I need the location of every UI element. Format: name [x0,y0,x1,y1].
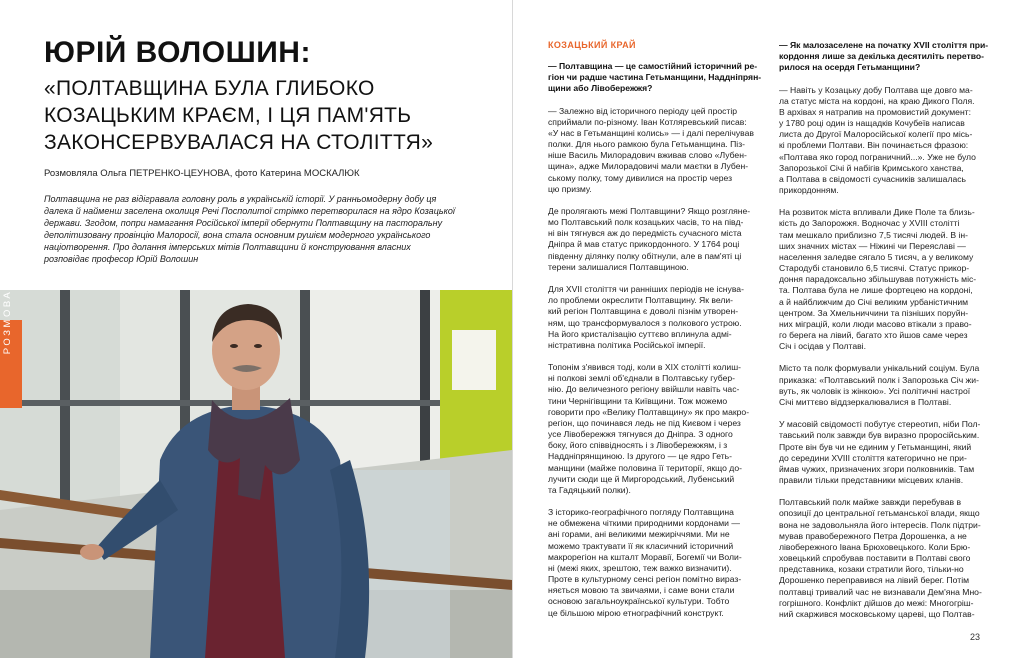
text-line: лівобережного Івана Брюховецького. Коли Брю- [779,541,971,552]
text-line: у 1780 році один із нащадків Кочубеїв написав [779,118,965,129]
text-line: Місто та полк формували унікальний соціум. Була [779,363,980,374]
text-line: а й найближчим до Січі великим урбаністичним [779,296,969,307]
body-paragraph [779,207,999,352]
lead-paragraph [44,194,464,265]
text-line: Дніпра й мав статус прикордонного. У 1764 році [548,239,740,250]
section-side-tab [0,289,22,408]
text-line: кі проблеми Полтави. Він починається фразою: [779,140,969,151]
text-line: манщини (майже половина її території, якщо до- [548,462,742,473]
text-line: мував правобережного Петра Дорошенка, а не [779,530,967,541]
quote-line: ЗАКОНСЕРВУВАЛАСЯ НА СТОЛІТТЯ» [44,131,434,154]
lead-line: деполітизовану провінцію Малоросії, вона стала основним рушієм модерного українського [44,229,431,240]
page-number: 23 [970,632,981,642]
text-line: кордоння лише за декілька десятиліть перетво- [779,51,984,62]
body-paragraph [548,284,770,351]
text-line: ховецький спробував поставити в Полтаві свого [779,553,971,564]
text-line: Для XVII століття чи ранніших періодів не існува- [548,284,744,295]
text-line: Проте він був чи не єдиним у Гетьманщині, який [779,441,972,452]
text-line: та. Полтава була не лише фортецею на кордоні, [779,285,973,296]
body-paragraph [548,106,770,195]
text-line: говорити про «Велику Полтавщину» як про макро- [548,406,750,417]
text-line: опозиції до центральної гетьманської влади, якщо [779,508,980,519]
text-line: Наддніпрянщиною. Із другого — це ядро Геть- [548,451,733,462]
text-line: ані горами, ані великими межиріччями. Ми не [548,529,730,540]
text-line: ших значних містах — Ніжині чи Переяславі — [779,240,966,251]
text-line: У масовій свідомості побутує стереотип, ніби Пол- [779,419,981,430]
text-line: На його кристалізацію суттєво вплинула адмі- [548,328,732,339]
body-paragraph [779,419,999,486]
text-line: них міграцій, коли люди масово втікали з право- [779,318,972,329]
text-line: ні він тягнувся аж до передмість сучасного міста [548,228,742,239]
portrait-photo [0,290,512,658]
section-side-tab-label: РОЗМОВА [2,289,13,355]
text-line: кість до Запорожжя. Водночас у XVIII столітті [779,218,960,229]
byline-credit: Розмовляла Ольга ПЕТРЕНКО-ЦЕУНОВА, фото Катерина МОСКАЛЮК [44,168,360,179]
text-line: ло проблеми окреслити Полтавщину. Як вели- [548,295,734,306]
text-line: ймав чужих, призначених згори полковників. Там [779,463,975,474]
text-line: листа до Другої Малоросійської колегії про місь- [779,129,973,140]
text-line: рилося на осердя Гетьманщини? [779,62,921,73]
text-line: Дорошенко переправився на лівий берег. Потім [779,575,970,586]
text-line: доння парадоксально збільшував потужність міс- [779,274,977,285]
text-line: основою загальноукраїнської культури. Тобто [548,596,730,607]
lead-line: розповідає професор Юрій Волошин [44,253,199,264]
text-line: ні полкові землі об'єднали в Полтавську губер- [548,373,736,384]
text-line: Полтавський полк майже завжди перебував в [779,497,962,508]
text-line: Січ і осідав у Полтаві. [779,341,866,352]
text-line: населення заледве сягало 5 тисяч, а у великому [779,251,974,262]
text-line: З історико-географічного погляду Полтавщина [548,507,734,518]
text-line: тини Чернігівщини та Київщини. Тож можемо [548,395,728,406]
text-line: Стародубі становило 6,5 тисячі. Статус прикор- [779,263,970,274]
text-line: правили тільки представники місцевих кланів. [779,475,964,486]
article-title-name: ЮРІЙ ВОЛОШИН: [44,36,311,69]
text-line: ському полку, тому дивилися на простір через [548,172,733,183]
text-line: сприймали по-різному. Іван Котляревський писав: [548,116,747,127]
lead-line: націотворення. Про долання імперських мітів Полтавщини й конструювання власних [44,241,411,252]
text-line: полки. Для нього рамкою була Гетьманщина. Піз- [548,139,746,150]
text-column-1 [548,40,770,630]
text-line: там мешкало приблизно 7,5 тисячі людей. В ін- [779,229,969,240]
text-line: ла статус міста на кордоні, на краю Дикого Поля. [779,95,975,106]
text-line: боку, його співвідносять і з Лівобережжям, і з [548,440,728,451]
text-line: — Навіть у Козацьку добу Полтава ще довго ма- [779,84,973,95]
text-line: не обмежена чіткими природними кордонами — [548,518,740,529]
text-line: — Як малозаселене на початку XVII століття при- [779,40,989,50]
body-paragraph [779,363,999,408]
text-line: «Полтава яко город пограничний...». Уже не було [779,151,976,162]
text-line: приказка: «Полтавський полк і Запорозька Січ жи- [779,374,979,385]
text-line: вона не задовольняла його інтересів. Полк підтри- [779,519,981,530]
text-line: Проте в культурному сенсі регіон помітно вираз- [548,574,742,585]
interview-question [548,61,770,94]
text-line: — Залежно від історичного періоду цей простір [548,105,738,116]
section-heading: КОЗАЦЬКИЙ КРАЙ [548,40,636,50]
page-gutter [512,0,513,658]
text-line: Де пролягають межі Полтавщини? Якщо розгляне- [548,206,751,216]
text-line: лучити сюди ще й Миргородський, Лубенський [548,473,735,484]
text-line: «У нас в Гетьманщині колись» — і далі перелічував [548,127,754,138]
text-line: щини або Лівобережжя? [548,83,653,94]
text-line: та Гадяцький полки). [548,484,631,495]
text-line: ні (межі яких, зрештою, теж важко визначити). [548,562,732,573]
interview-question [779,40,999,73]
text-line: В архівах я натрапив на промовистий документ: [779,106,972,117]
body-paragraph [779,497,999,620]
article-title-quote [44,75,504,156]
text-line: Топонім з'явився тоді, коли в XIX столітті колиш- [548,362,741,373]
text-line: макрорегіон на кшталт Моравії, Богемії чи Воли- [548,551,742,562]
text-line: нію. До величезного регіону ввійшли навіть час- [548,384,740,395]
body-paragraph [548,507,770,619]
text-line: мо Полтавський полк козацьких часів, то на півд- [548,217,744,228]
text-line: можемо трактувати її як класичний історичний [548,540,734,551]
text-line: цю призму. [548,183,592,194]
text-line: ний скаржився московському цареві, що Полтав- [779,608,975,619]
column-2-body [779,40,999,620]
text-line: а Полтава в свідомості сучасників залишалась [779,173,967,184]
text-line: На розвиток міста впливали Дике Поле та близь- [779,207,975,218]
text-line: Запорозької Січі й набігів Кримського ханства, [779,162,964,173]
text-line: центром. За Хмельниччини та пізніших поруйн- [779,307,969,318]
quote-line: КОЗАЦЬКИМ КРАЄМ, І ЦЯ ПАМ'ЯТЬ [44,104,412,127]
text-line: терени залишалися Полтавщиною. [548,261,689,272]
text-line: усе Лівобережжя тягнувся до Дніпра. З одного [548,429,733,440]
text-line: гогрішного. Конфлікт дійшов до межі: Многогріш- [779,597,974,608]
portrait-photo-illustration [0,290,512,658]
text-line: го берега на лівий, багато хто йшов саме через [779,330,968,341]
body-paragraph [548,362,770,496]
text-column-2 [779,40,999,631]
text-line: Січі миттєво віддзеркалювалися в Полтаві. [779,396,952,407]
text-line: представника, козаки стратили його, тільки-но [779,564,964,575]
text-line: ністративна політика Російської імперії. [548,339,706,350]
lead-line: держави. Згодом, попри намагання Російської імперії обернути Полтавщину на пасторальну [44,217,443,228]
text-line: ніше Василь Милорадович вживав слово «Лубен- [548,150,747,161]
text-line: тавський полк завжди був виразно проросійським. [779,430,980,441]
text-line: вуть, як чоловік із жінкою». Усі політичні настрої [779,385,971,396]
lead-line: далека й найменш заселена околиця Речі Посполитої стрімко перетворилася на ядро Козацької [44,205,455,216]
text-line: прикордонням. [779,185,839,196]
body-paragraph [779,85,999,197]
text-line: — Полтавщина — це самостійний історичний ре- [548,61,758,71]
text-line: це більшою мірою етнографічний конструкт. [548,607,724,618]
text-line: гіон чи радше частина Гетьманщини, Наддніпрян- [548,72,762,83]
text-line: няється мовою та звичаями, і саме вони стали [548,585,735,596]
lead-line: Полтавщина не раз відігравала головну роль в українській історії. У ранньомодерну добу ця [44,194,437,204]
text-line: до середини XVIII століття категорично не при- [779,452,967,463]
body-paragraph [548,206,770,273]
text-line: ням, що трансформувалося з полкового устрою. [548,317,742,328]
text-line: регіон, що починався ледь не під Києвом і через [548,417,741,428]
quote-line: «ПОЛТАВЩИНА БУЛА ГЛИБОКО [44,77,375,100]
text-line: південну ділянку полку обітнули, але в пам'яті ці [548,250,742,261]
text-line: полтавці тривалий час не визнавали Дем'яна Мно- [779,586,982,597]
text-line: кий регіон Полтавщина є доволі пізнім утворен- [548,306,739,317]
column-1-body [548,61,770,619]
text-line: щина», адже Милорадовичі мали маєтки в Лубен- [548,161,749,172]
